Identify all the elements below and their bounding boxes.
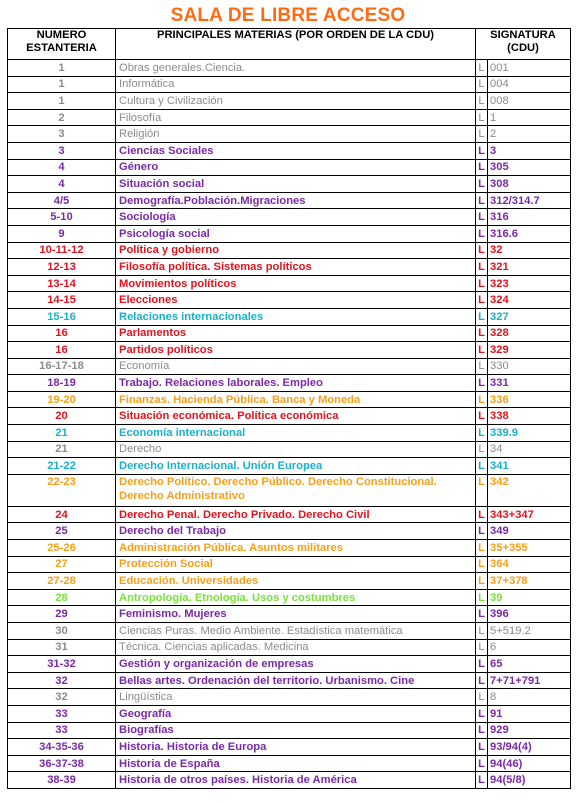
subject-cell: Antropología. Etnología. Usos y costumbres <box>116 589 476 606</box>
signature-code-cell: 5+519.2 <box>488 623 571 640</box>
signature-code-cell: 316 <box>488 209 571 226</box>
subject-cell: Elecciones <box>116 292 476 309</box>
subject-cell: Religión <box>116 126 476 143</box>
shelf-number-cell: 5-10 <box>8 209 116 226</box>
signature-prefix-cell: L <box>476 672 488 689</box>
signature-prefix-cell: L <box>476 772 488 789</box>
shelf-number-cell: 22-23 <box>8 474 116 506</box>
subject-cell: Geografía <box>116 705 476 722</box>
signature-code-cell: 35+355 <box>488 540 571 557</box>
table-row <box>8 506 571 523</box>
subject-cell: Derecho Internacional. Unión Europea <box>116 458 476 475</box>
table-row <box>8 606 571 623</box>
subject-cell: Economía internacional <box>116 425 476 442</box>
table-row <box>8 639 571 656</box>
table-row <box>8 755 571 772</box>
table-row <box>8 60 571 77</box>
signature-prefix-cell: L <box>476 275 488 292</box>
signature-code-cell: 2 <box>488 126 571 143</box>
signature-code-cell: 329 <box>488 342 571 359</box>
table-row <box>8 225 571 242</box>
signature-prefix-cell: L <box>476 308 488 325</box>
table-row <box>8 573 571 590</box>
signature-prefix-cell: L <box>476 458 488 475</box>
subject-cell: Historia de otros países. Historia de América <box>116 772 476 789</box>
subject-cell: Filosofía política. Sistemas políticos <box>116 259 476 276</box>
subject-cell: Protección Social <box>116 556 476 573</box>
subject-cell: Finanzas. Hacienda Pública. Banca y Moneda <box>116 391 476 408</box>
table-row <box>8 358 571 375</box>
subject-cell: Administración Pública. Asuntos militares <box>116 540 476 557</box>
subject-cell: Derecho del Trabajo <box>116 523 476 540</box>
shelf-number-cell: 27-28 <box>8 573 116 590</box>
signature-prefix-cell: L <box>476 656 488 673</box>
signature-prefix-cell: L <box>476 375 488 392</box>
subject-cell: Género <box>116 159 476 176</box>
subject-cell: Lingüística <box>116 689 476 706</box>
signature-prefix-cell: L <box>476 474 488 506</box>
signature-code-cell: 308 <box>488 176 571 193</box>
signature-code-cell: 91 <box>488 705 571 722</box>
signature-code-cell: 330 <box>488 358 571 375</box>
signature-code-cell: 323 <box>488 275 571 292</box>
shelf-number-cell: 1 <box>8 93 116 110</box>
signature-code-cell: 327 <box>488 308 571 325</box>
signature-prefix-cell: L <box>476 441 488 458</box>
subject-cell: Parlamentos <box>116 325 476 342</box>
table-row <box>8 176 571 193</box>
signature-code-cell: 336 <box>488 391 571 408</box>
signature-code-cell: 929 <box>488 722 571 739</box>
header-signatura: SIGNATURA (CDU) <box>476 29 571 60</box>
subject-cell: Política y gobierno <box>116 242 476 259</box>
shelf-number-cell: 31 <box>8 639 116 656</box>
shelf-number-cell: 21-22 <box>8 458 116 475</box>
signature-code-cell: 321 <box>488 259 571 276</box>
subject-cell: Filosofía <box>116 109 476 126</box>
signature-prefix-cell: L <box>476 358 488 375</box>
table-row <box>8 540 571 557</box>
signature-code-cell: 342 <box>488 474 571 506</box>
signature-prefix-cell: L <box>476 623 488 640</box>
table-row <box>8 772 571 789</box>
table-row <box>8 458 571 475</box>
signature-prefix-cell: L <box>476 739 488 756</box>
signature-prefix-cell: L <box>476 76 488 93</box>
signature-code-cell: 331 <box>488 375 571 392</box>
table-row <box>8 408 571 425</box>
shelf-number-cell: 1 <box>8 60 116 77</box>
signature-code-cell: 316.6 <box>488 225 571 242</box>
signature-prefix-cell: L <box>476 705 488 722</box>
table-row <box>8 523 571 540</box>
table-row <box>8 425 571 442</box>
shelf-number-cell: 38-39 <box>8 772 116 789</box>
subject-cell: Relaciones internacionales <box>116 308 476 325</box>
signature-prefix-cell: L <box>476 225 488 242</box>
signature-prefix-cell: L <box>476 573 488 590</box>
signature-code-cell: 39 <box>488 589 571 606</box>
signature-prefix-cell: L <box>476 408 488 425</box>
signature-prefix-cell: L <box>476 606 488 623</box>
table-row <box>8 342 571 359</box>
signature-code-cell: 339.9 <box>488 425 571 442</box>
signature-code-cell: 37+378 <box>488 573 571 590</box>
signature-prefix-cell: L <box>476 506 488 523</box>
signature-prefix-cell: L <box>476 159 488 176</box>
subject-cell: Ciencias Puras. Medio Ambiente. Estadística matemática <box>116 623 476 640</box>
signature-prefix-cell: L <box>476 109 488 126</box>
signature-code-cell: 1 <box>488 109 571 126</box>
table-row <box>8 209 571 226</box>
signature-prefix-cell: L <box>476 176 488 193</box>
signature-prefix-cell: L <box>476 292 488 309</box>
signature-code-cell: 305 <box>488 159 571 176</box>
signature-code-cell: 8 <box>488 689 571 706</box>
shelf-number-cell: 9 <box>8 225 116 242</box>
table-row <box>8 672 571 689</box>
signature-prefix-cell: L <box>476 523 488 540</box>
subject-cell: Psicología social <box>116 225 476 242</box>
subject-cell: Historia de España <box>116 755 476 772</box>
shelf-number-cell: 15-16 <box>8 308 116 325</box>
cdu-table <box>7 28 571 789</box>
shelf-number-cell: 21 <box>8 425 116 442</box>
header-numero-estanteria: NUMERO ESTANTERIA <box>8 29 116 60</box>
subject-cell: Movimientos políticos <box>116 275 476 292</box>
table-row <box>8 259 571 276</box>
shelf-number-cell: 34-35-36 <box>8 739 116 756</box>
table-row <box>8 142 571 159</box>
signature-code-cell: 001 <box>488 60 571 77</box>
subject-cell: Informática <box>116 76 476 93</box>
shelf-number-cell: 24 <box>8 506 116 523</box>
table-row <box>8 375 571 392</box>
table-row <box>8 292 571 309</box>
shelf-number-cell: 18-19 <box>8 375 116 392</box>
subject-cell: Derecho <box>116 441 476 458</box>
shelf-number-cell: 29 <box>8 606 116 623</box>
shelf-number-cell: 32 <box>8 689 116 706</box>
signature-code-cell: 008 <box>488 93 571 110</box>
shelf-number-cell: 3 <box>8 126 116 143</box>
shelf-number-cell: 16 <box>8 342 116 359</box>
shelf-number-cell: 10-11-12 <box>8 242 116 259</box>
subject-cell: Economía <box>116 358 476 375</box>
signature-prefix-cell: L <box>476 342 488 359</box>
subject-cell: Derecho Penal. Derecho Privado. Derecho Civil <box>116 506 476 523</box>
table-row <box>8 325 571 342</box>
signature-code-cell: 65 <box>488 656 571 673</box>
subject-cell: Educación. Universidades <box>116 573 476 590</box>
signature-prefix-cell: L <box>476 126 488 143</box>
shelf-number-cell: 27 <box>8 556 116 573</box>
signature-prefix-cell: L <box>476 142 488 159</box>
subject-cell: Biografías <box>116 722 476 739</box>
subject-cell: Demografía.Población.Migraciones <box>116 192 476 209</box>
subject-cell: Cultura y Civilización <box>116 93 476 110</box>
header-principales-materias: PRINCIPALES MATERIAS (POR ORDEN DE LA CDU) <box>116 29 476 60</box>
shelf-number-cell: 20 <box>8 408 116 425</box>
shelf-number-cell: 12-13 <box>8 259 116 276</box>
shelf-number-cell: 16-17-18 <box>8 358 116 375</box>
signature-code-cell: 32 <box>488 242 571 259</box>
table-row <box>8 76 571 93</box>
table-row <box>8 391 571 408</box>
shelf-number-cell: 36-37-38 <box>8 755 116 772</box>
signature-prefix-cell: L <box>476 259 488 276</box>
subject-cell: Partidos políticos <box>116 342 476 359</box>
signature-prefix-cell: L <box>476 556 488 573</box>
page-title: SALA DE LIBRE ACCESO <box>170 5 406 26</box>
subject-cell: Ciencias Sociales <box>116 142 476 159</box>
shelf-number-cell: 4/5 <box>8 192 116 209</box>
signature-code-cell: 93/94(4) <box>488 739 571 756</box>
subject-cell: Gestión y organización de empresas <box>116 656 476 673</box>
shelf-number-cell: 31-32 <box>8 656 116 673</box>
signature-prefix-cell: L <box>476 93 488 110</box>
shelf-number-cell: 4 <box>8 176 116 193</box>
table-row <box>8 623 571 640</box>
table-body <box>8 60 571 789</box>
shelf-number-cell: 4 <box>8 159 116 176</box>
signature-prefix-cell: L <box>476 209 488 226</box>
signature-prefix-cell: L <box>476 192 488 209</box>
table-row <box>8 192 571 209</box>
table-row <box>8 474 571 506</box>
shelf-number-cell: 25 <box>8 523 116 540</box>
table-row <box>8 722 571 739</box>
subject-cell: Feminismo. Mujeres <box>116 606 476 623</box>
table-row <box>8 126 571 143</box>
table-row <box>8 308 571 325</box>
signature-code-cell: 34 <box>488 441 571 458</box>
signature-code-cell: 7+71+791 <box>488 672 571 689</box>
table-row <box>8 589 571 606</box>
shelf-number-cell: 30 <box>8 623 116 640</box>
signature-prefix-cell: L <box>476 589 488 606</box>
shelf-number-cell: 28 <box>8 589 116 606</box>
shelf-number-cell: 32 <box>8 672 116 689</box>
shelf-number-cell: 25-26 <box>8 540 116 557</box>
subject-cell: Derecho Político. Derecho Público. Derecho Constitucional. Derecho Administrativo <box>116 474 476 506</box>
signature-prefix-cell: L <box>476 242 488 259</box>
shelf-number-cell: 33 <box>8 722 116 739</box>
signature-prefix-cell: L <box>476 755 488 772</box>
signature-code-cell: 338 <box>488 408 571 425</box>
shelf-number-cell: 14-15 <box>8 292 116 309</box>
shelf-number-cell: 13-14 <box>8 275 116 292</box>
shelf-number-cell: 1 <box>8 76 116 93</box>
subject-cell: Historia. Historia de Europa <box>116 739 476 756</box>
signature-prefix-cell: L <box>476 391 488 408</box>
shelf-number-cell: 16 <box>8 325 116 342</box>
shelf-number-cell: 19-20 <box>8 391 116 408</box>
subject-cell: Trabajo. Relaciones laborales. Empleo <box>116 375 476 392</box>
shelf-number-cell: 21 <box>8 441 116 458</box>
shelf-number-cell: 3 <box>8 142 116 159</box>
table-row <box>8 93 571 110</box>
table-row <box>8 556 571 573</box>
table-row <box>8 705 571 722</box>
signature-prefix-cell: L <box>476 722 488 739</box>
subject-cell: Bellas artes. Ordenación del territorio. Urbanismo. Cine <box>116 672 476 689</box>
signature-code-cell: 312/314.7 <box>488 192 571 209</box>
signature-prefix-cell: L <box>476 689 488 706</box>
subject-cell: Sociología <box>116 209 476 226</box>
table-row <box>8 109 571 126</box>
table-row <box>8 689 571 706</box>
signature-prefix-cell: L <box>476 639 488 656</box>
subject-cell: Situación económica. Política económica <box>116 408 476 425</box>
signature-code-cell: 6 <box>488 639 571 656</box>
signature-code-cell: 364 <box>488 556 571 573</box>
shelf-number-cell: 33 <box>8 705 116 722</box>
signature-code-cell: 341 <box>488 458 571 475</box>
signature-prefix-cell: L <box>476 60 488 77</box>
signature-prefix-cell: L <box>476 425 488 442</box>
signature-code-cell: 94(46) <box>488 755 571 772</box>
table-header-row <box>8 29 571 60</box>
subject-cell: Técnica. Ciencias aplicadas. Medicina <box>116 639 476 656</box>
table-row <box>8 159 571 176</box>
signature-code-cell: 324 <box>488 292 571 309</box>
table-row <box>8 441 571 458</box>
subject-cell: Situación social <box>116 176 476 193</box>
signature-code-cell: 328 <box>488 325 571 342</box>
signature-code-cell: 396 <box>488 606 571 623</box>
table-row <box>8 275 571 292</box>
signature-code-cell: 3 <box>488 142 571 159</box>
signature-code-cell: 94(5/8) <box>488 772 571 789</box>
table-row <box>8 656 571 673</box>
table-row <box>8 739 571 756</box>
signature-prefix-cell: L <box>476 325 488 342</box>
signature-code-cell: 343+347 <box>488 506 571 523</box>
signature-code-cell: 349 <box>488 523 571 540</box>
signature-code-cell: 004 <box>488 76 571 93</box>
signature-prefix-cell: L <box>476 540 488 557</box>
subject-cell: Obras generales.Ciencia. <box>116 60 476 77</box>
shelf-number-cell: 2 <box>8 109 116 126</box>
table-row <box>8 242 571 259</box>
